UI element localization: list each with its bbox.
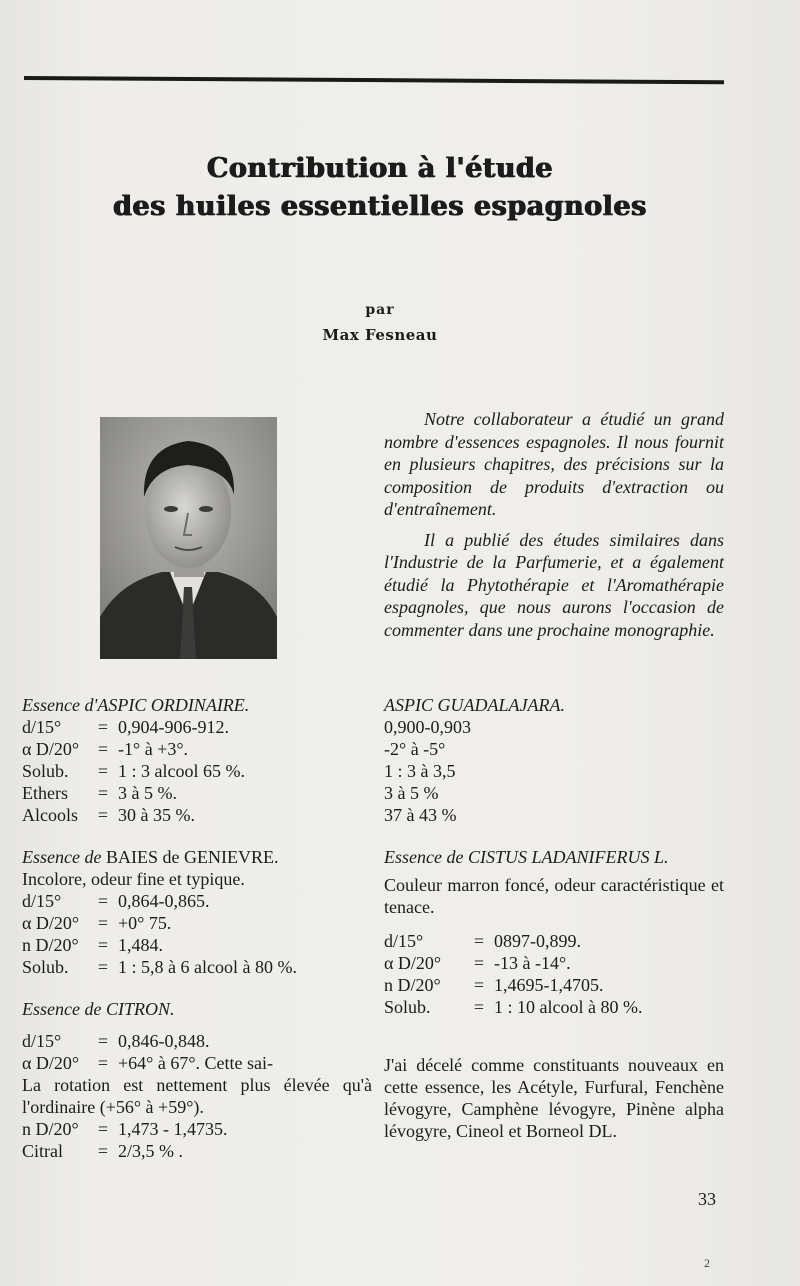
- cistus-key: α D/20°: [384, 953, 442, 973]
- aspic-eq: =: [97, 783, 109, 803]
- citron-eq: =: [97, 1031, 109, 1051]
- citron-heading: [22, 998, 372, 1020]
- citron-row: [22, 1030, 372, 1052]
- cistus-eq: =: [473, 997, 485, 1017]
- cistus-value: 0897-0,899.: [494, 931, 581, 951]
- cistus-heading-text: Essence de CISTUS LADANIFERUS L.: [384, 847, 669, 867]
- page-mark: 2: [704, 1256, 710, 1270]
- guadalajara-value: 1 : 3 à 3,5: [384, 761, 456, 781]
- right-column: [384, 694, 724, 1142]
- genievre-row: [22, 956, 372, 978]
- aspic-value: 30 à 35 %.: [118, 805, 195, 825]
- aspic-value: 3 à 5 %.: [118, 783, 177, 803]
- aspic-row: [22, 782, 372, 804]
- author-name: Max Fesneau: [322, 326, 438, 344]
- cistus-key: Solub.: [384, 997, 431, 1017]
- cistus-eq: =: [473, 931, 485, 951]
- cistus-eq: =: [473, 975, 485, 995]
- aspic-eq: =: [97, 717, 109, 737]
- genievre-row: [22, 890, 372, 912]
- citron-row: [22, 1118, 372, 1140]
- aspic-row: [22, 716, 372, 738]
- aspic-key: d/15°: [22, 717, 62, 737]
- aspic-key: Ethers: [22, 783, 68, 803]
- author-portrait-photo: [100, 417, 277, 659]
- cistus-value: 1,4695-1,4705.: [494, 975, 604, 995]
- aspic-eq: =: [97, 805, 109, 825]
- genievre-row: [22, 934, 372, 956]
- aspic-row: [22, 804, 372, 826]
- genievre-key: n D/20°: [22, 935, 79, 955]
- genievre-key: α D/20°: [22, 913, 80, 933]
- citron-value: 2/3,5 % .: [118, 1141, 183, 1161]
- citron-eq: =: [97, 1053, 109, 1073]
- intro-paragraph-2: Il a publié des études similaires dans l'Industrie de la Parfumerie, et a également étudié la Phytothérapie et l'Aromathérapie espagnoles, que nous aurons l'occasion de commenter dans une prochaine monographie.: [384, 529, 724, 640]
- aspic-key: Solub.: [22, 761, 69, 781]
- aspic-eq: =: [97, 739, 109, 759]
- citron-eq: =: [97, 1119, 109, 1139]
- citron-value: 1,473 - 1,4735.: [118, 1119, 228, 1139]
- genievre-heading-prefix: Essence de: [22, 847, 102, 867]
- portrait-image: [100, 417, 277, 659]
- citron-key: d/15°: [22, 1031, 62, 1051]
- citron-note: La rotation est nettement plus élevée qu'à l'ordinaire (+56° à +59°).: [22, 1075, 372, 1117]
- citron-heading-name: CITRON.: [101, 999, 175, 1019]
- genievre-value: 0,864-0,865.: [118, 891, 210, 911]
- genievre-row: [22, 912, 372, 934]
- cistus-row: [384, 930, 724, 952]
- citron-row: [22, 1052, 372, 1074]
- aspic-heading: [22, 694, 372, 716]
- aspic-heading-name: d'ASPIC ORDINAIRE.: [79, 695, 250, 715]
- genievre-heading-name: BAIES de GENIEVRE.: [101, 847, 279, 867]
- article-title-line-1: Contribution à l'étude: [206, 153, 554, 184]
- citron-key: n D/20°: [22, 1119, 79, 1139]
- genievre-eq: =: [97, 957, 109, 977]
- aspic-key: α D/20°: [22, 739, 80, 759]
- aspic-row: [22, 760, 372, 782]
- aspic-value: -1° à +3°.: [118, 739, 189, 759]
- aspic-value: 0,904-906-912.: [118, 717, 229, 737]
- genievre-key: d/15°: [22, 891, 62, 911]
- aspic-value: 1 : 3 alcool 65 %.: [118, 761, 245, 781]
- guadalajara-heading: [384, 694, 724, 716]
- cistus-value: -13 à -14°.: [494, 953, 571, 973]
- genievre-eq: =: [97, 913, 109, 933]
- citron-row: [22, 1140, 372, 1162]
- cistus-row: [384, 996, 724, 1018]
- citron-key: Citral: [22, 1141, 63, 1161]
- intro-paragraph-1: Notre collaborateur a étudié un grand nombre d'essences espagnoles. Il nous fournit en plusieurs chapitres, des précisions sur la composition de produits d'extraction ou d'entraînement.: [384, 409, 724, 519]
- cistus-heading: [384, 846, 724, 868]
- aspic-key: Alcools: [22, 805, 78, 825]
- article-title-line-2: des huiles essentielles espagnoles: [113, 191, 647, 222]
- cistus-value: 1 : 10 alcool à 80 %.: [494, 997, 643, 1017]
- cistus-conclusion: J'ai décelé comme constituants nouveaux en cette essence, les Acétyle, Furfural, Fenchène lévogyre, Camphène lévogyre, Pinène alpha lévogyre, Cineol et Borneol DL.: [384, 1055, 724, 1141]
- byline-par: par: [365, 302, 395, 318]
- genievre-value: 1,484.: [118, 935, 163, 955]
- genievre-heading: [22, 846, 372, 868]
- top-rule: [24, 76, 724, 84]
- guadalajara-value: 0,900-0,903: [384, 717, 471, 737]
- guadalajara-value: -2° à -5°: [384, 739, 446, 759]
- aspic-eq: =: [97, 761, 109, 781]
- cistus-row: [384, 974, 724, 996]
- guadalajara-heading-text: ASPIC GUADALAJARA.: [384, 695, 565, 715]
- aspic-row: [22, 738, 372, 760]
- left-column: [22, 694, 372, 1162]
- genievre-key: Solub.: [22, 957, 69, 977]
- genievre-eq: =: [97, 891, 109, 911]
- cistus-row: [384, 952, 724, 974]
- genievre-value: +0° 75.: [118, 913, 172, 933]
- cistus-key: n D/20°: [384, 975, 441, 995]
- cistus-eq: =: [473, 953, 485, 973]
- guadalajara-value: 3 à 5 %: [384, 783, 439, 803]
- citron-value: 0,846-0,848.: [118, 1031, 210, 1051]
- genievre-value: 1 : 5,8 à 6 alcool à 80 %.: [118, 957, 297, 977]
- aspic-heading-prefix: Essence: [22, 695, 80, 715]
- citron-key: α D/20°: [22, 1053, 80, 1073]
- cistus-description: Couleur marron foncé, odeur caractéristique et tenace.: [384, 875, 724, 917]
- page-number: 33: [698, 1189, 716, 1209]
- genievre-description: Incolore, odeur fine et typique.: [22, 869, 245, 889]
- citron-value: +64° à 67°. Cette sai-: [118, 1053, 274, 1073]
- citron-eq: =: [97, 1141, 109, 1161]
- guadalajara-value: 37 à 43 %: [384, 805, 457, 825]
- citron-heading-prefix: Essence de: [22, 999, 102, 1019]
- genievre-eq: =: [97, 935, 109, 955]
- cistus-key: d/15°: [384, 931, 424, 951]
- intro-text: [384, 408, 724, 641]
